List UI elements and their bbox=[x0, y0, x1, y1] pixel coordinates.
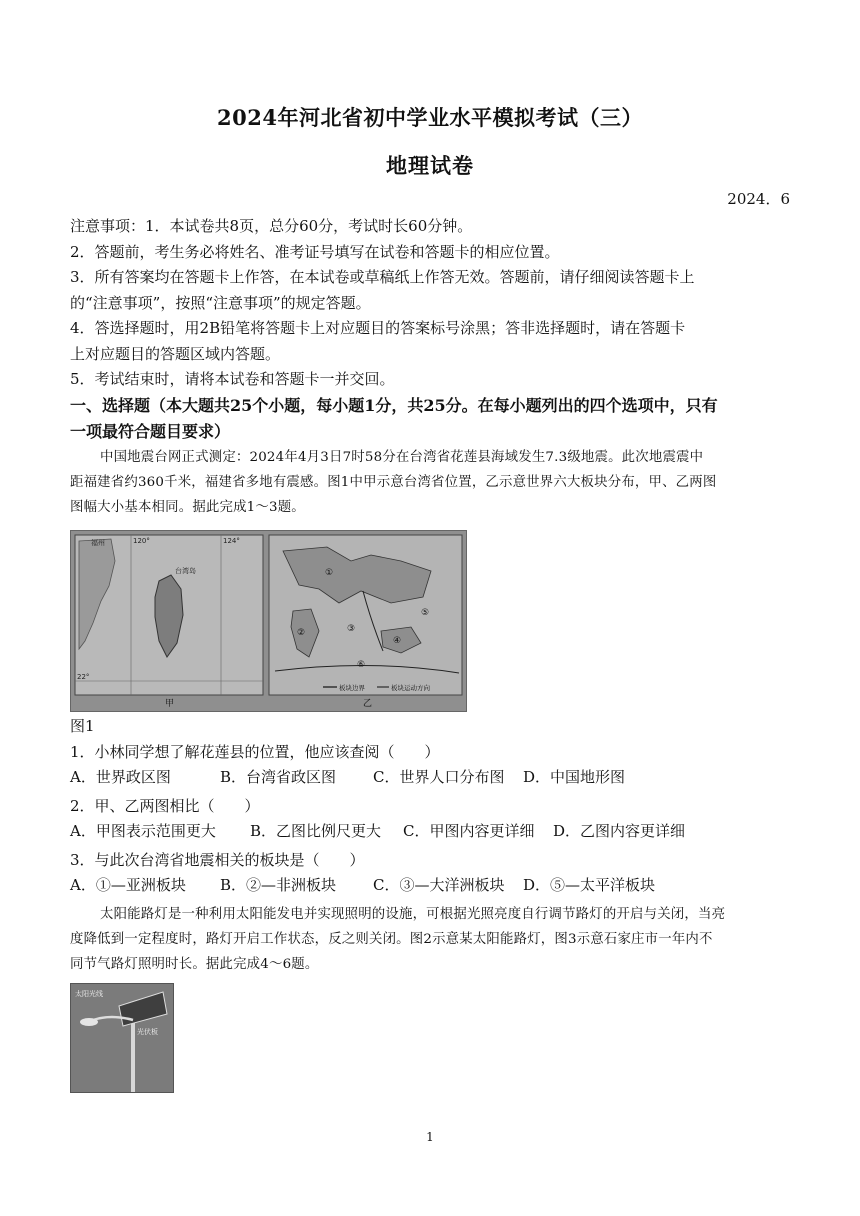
question-3-options bbox=[70, 873, 794, 899]
section-heading: 一项最符合题目要求） bbox=[70, 421, 231, 441]
note-line: 2．答题前，考生务必将姓名、准考证号填写在试卷和答题卡的相应位置。 bbox=[70, 242, 560, 261]
map-label-lon120: 120° bbox=[133, 536, 150, 545]
plate-1-label: ① bbox=[325, 567, 334, 578]
exam-subtitle: 地理试卷 bbox=[386, 153, 474, 178]
option-c[interactable]: C．世界人口分布图 bbox=[373, 768, 505, 786]
passage-line: 距福建省约360千米，福建省多地有震感。图1中甲示意台湾省位置，乙示意世界六大板块分布，甲、乙两图 bbox=[70, 474, 717, 490]
question-2-stem: 2．甲、乙两图相比（ ） bbox=[70, 796, 260, 815]
option-d[interactable]: D．中国地形图 bbox=[523, 768, 626, 786]
note-line: 5．考试结束时，请将本试卷和答题卡一并交回。 bbox=[70, 370, 395, 388]
question-1-stem: 1．小林同学想了解花莲县的位置，他应该查阅（ ） bbox=[70, 742, 440, 761]
exam-date: 2024．6 bbox=[727, 190, 790, 208]
map-label-taiwan: 台湾岛 bbox=[175, 566, 196, 575]
page-number: 1 bbox=[426, 1130, 434, 1144]
option-b[interactable]: B．乙图比例尺更大 bbox=[250, 822, 382, 840]
question-2-options bbox=[70, 819, 794, 845]
lamp-head bbox=[80, 1018, 98, 1026]
map-yi-label: 乙 bbox=[363, 698, 373, 709]
plate-5-label: ⑤ bbox=[421, 607, 430, 618]
map-label-fuzhou: 福州 bbox=[91, 538, 105, 547]
label-sunlight: 太阳光线 bbox=[75, 989, 103, 998]
figure-1-maps bbox=[70, 530, 467, 712]
note-line: 3．所有答案均在答题卡上作答，在本试卷或草稿纸上作答无效。答题前，请仔细阅读答题卡上 bbox=[70, 268, 695, 286]
solar-panel bbox=[119, 992, 167, 1026]
option-d[interactable]: D．⑤—太平洋板块 bbox=[523, 876, 656, 894]
note-line: 的“注意事项”，按照“注意事项”的规定答题。 bbox=[70, 293, 371, 312]
plate-6-label: ⑥ bbox=[357, 659, 366, 670]
passage-line: 图幅大小基本相同。据此完成1～3题。 bbox=[70, 499, 305, 515]
passage-line: 中国地震台网正式测定：2024年4月3日7时58分在台湾省花莲县海域发生7.3级地震。此次地震震中 bbox=[100, 449, 704, 465]
note-line: 上对应题目的答题区域内答题。 bbox=[70, 344, 281, 363]
map-label-lon124: 124° bbox=[223, 536, 240, 545]
map-label-lat22: 22° bbox=[77, 672, 90, 681]
passage-line: 同节气路灯照明时长。据此完成4～6题。 bbox=[70, 956, 319, 972]
note-line: 4．答选择题时，用2B铅笔将答题卡上对应题目的答案标号涂黑；答非选择题时，请在答题卡 bbox=[70, 319, 686, 337]
passage-line: 太阳能路灯是一种利用太阳能发电并实现照明的设施，可根据光照亮度自行调节路灯的开启与关闭，当亮 bbox=[100, 906, 726, 922]
question-1-options bbox=[70, 765, 794, 791]
lamp-pole bbox=[131, 1014, 135, 1092]
figure-2-solar-lamp bbox=[70, 983, 174, 1093]
option-a[interactable]: A．①—亚洲板块 bbox=[70, 876, 186, 894]
plate-3-label: ③ bbox=[347, 623, 356, 634]
option-a[interactable]: A．世界政区图 bbox=[70, 768, 171, 786]
option-d[interactable]: D．乙图内容更详细 bbox=[553, 822, 686, 840]
plate-4-label: ④ bbox=[393, 635, 402, 646]
note-line: 注意事项：1．本试卷共8页，总分60分，考试时长60分钟。 bbox=[70, 217, 473, 235]
legend-direction-label: 板块运动方向 bbox=[391, 683, 430, 692]
figure-1-svg bbox=[71, 531, 466, 711]
passage-line: 度降低到一定程度时，路灯开启工作状态，反之则关闭。图2示意某太阳能路灯，图3示意石家庄市一年内不 bbox=[70, 931, 713, 947]
option-b[interactable]: B．②—非洲板块 bbox=[220, 876, 337, 894]
question-3-stem: 3．与此次台湾省地震相关的板块是（ ） bbox=[70, 850, 365, 869]
plate-2-label: ② bbox=[297, 627, 306, 638]
label-panel: 光伏板 bbox=[137, 1027, 158, 1036]
figure-1-caption: 图1 bbox=[70, 716, 95, 735]
map-jia-label: 甲 bbox=[165, 698, 175, 709]
option-c[interactable]: C．甲图内容更详细 bbox=[403, 822, 535, 840]
option-c[interactable]: C．③—大洋洲板块 bbox=[373, 876, 505, 894]
legend-boundary-label: 板块边界 bbox=[339, 683, 365, 692]
exam-title: 2024年河北省初中学业水平模拟考试（三） bbox=[217, 105, 643, 130]
section-heading: 一、选择题（本大题共25个小题，每小题1分，共25分。在每小题列出的四个选项中，只有 bbox=[70, 395, 718, 415]
solar-lamp-svg bbox=[71, 984, 173, 1092]
option-a[interactable]: A．甲图表示范围更大 bbox=[70, 822, 216, 840]
lamp-arm bbox=[93, 1017, 133, 1020]
option-b[interactable]: B．台湾省政区图 bbox=[220, 768, 337, 786]
exam-body bbox=[70, 214, 794, 1093]
